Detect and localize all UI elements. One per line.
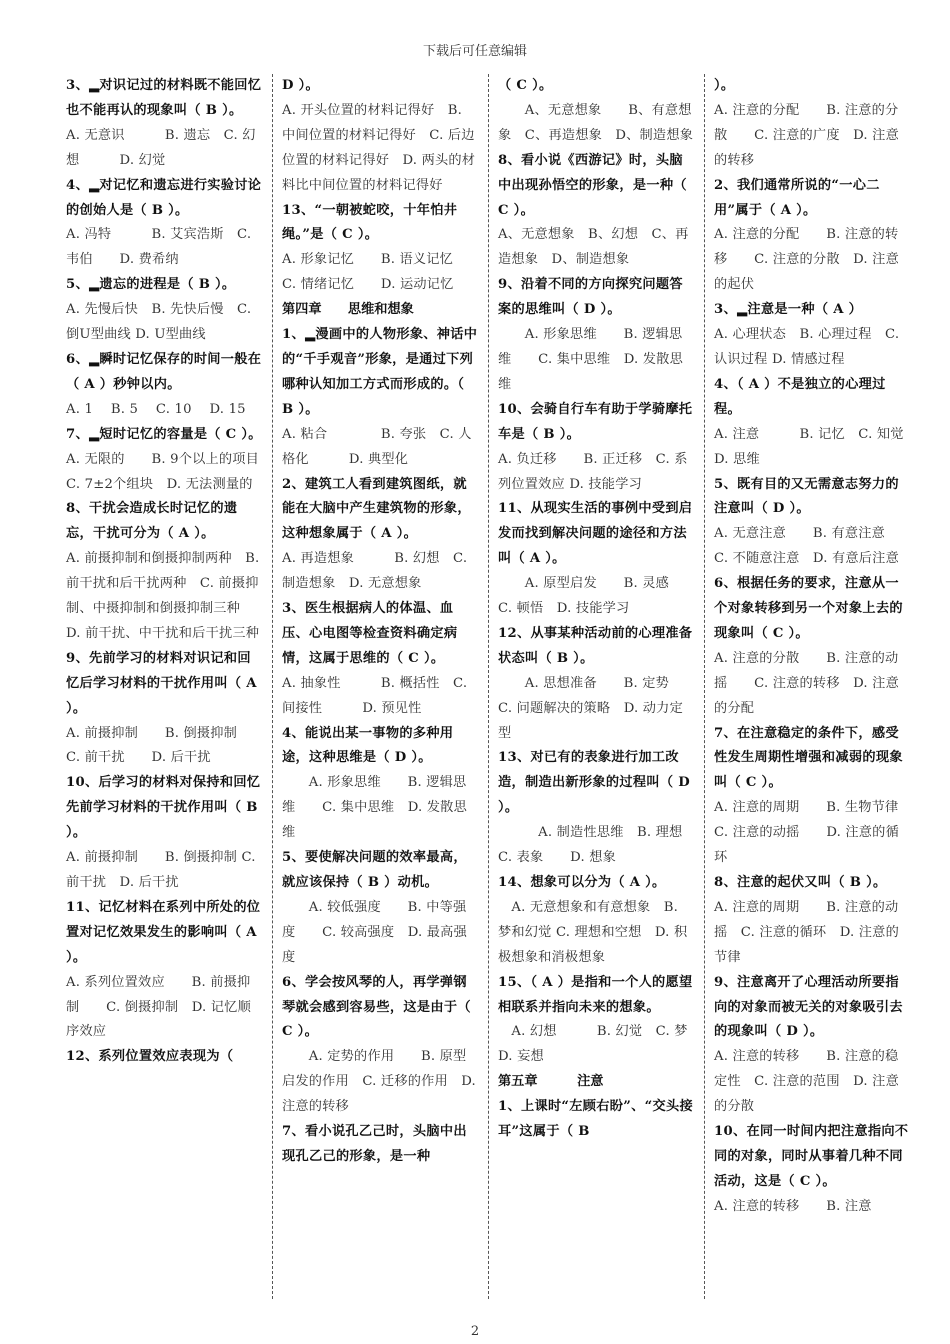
question-text: 1、上课时“左顾右盼”、“交头接耳”这属于（ B	[498, 1099, 693, 1140]
question-text: 5、要使解决问题的效率最高，就应该保持（ B ）动机。	[282, 850, 467, 890]
text-column-2	[282, 74, 478, 1299]
answer-options: A. 较低强度 B. 中等强度 C. 较高强度 D. 最高强度	[282, 899, 467, 965]
answer-options: A. 无意想象和有意想象 B. 梦和幻觉 C. 理想和空想 D. 积极想象和消极想象	[498, 899, 688, 965]
chapter-heading: 第四章 思维和想象	[282, 302, 414, 318]
answer-options: A. 抽象性 B. 概括性 C. 间接性 D. 预见性	[282, 675, 468, 716]
answer-options: A. 定势的作用 B. 原型启发的作用 C. 迁移的作用 D. 注意的转移	[282, 1049, 476, 1115]
answer-options: A. 形象思维 B. 逻辑思维 C. 集中思维 D. 发散思维	[282, 775, 467, 841]
question-text: 7、看小说孔乙己时，头脑中出现孔乙己的形象，是一种	[282, 1124, 467, 1164]
answer-options: A. 先慢后快 B. 先快后慢 C. 倒U型曲线 D. U型曲线	[66, 302, 252, 343]
column-divider	[488, 74, 489, 1299]
question-text: 10、后学习的材料对保持和回忆先前学习材料的干扰作用叫（ B ）。	[66, 775, 261, 841]
question-text: 9、沿着不同的方向探究问题答案的思维叫（ D ）。	[498, 277, 683, 318]
question-text: 3、▂注意是一种（ A ）	[714, 302, 863, 318]
page-header: 下载后可任意编辑	[422, 44, 527, 59]
answer-options: A. 原型启发 B. 灵感 C. 顿悟 D. 技能学习	[498, 576, 683, 617]
question-text: 6、根据任务的要求，注意从一个对象转移到另一个对象上去的现象叫（ C ）。	[714, 576, 903, 641]
question-text: 13、“一朝被蛇咬，十年怕井绳。”是（ C ）。	[282, 202, 458, 243]
answer-options: A. 注意的周期 B. 生物节律 C. 注意的动摇 D. 注意的循环	[714, 800, 912, 866]
question-text: 5、▂遗忘的进程是（ B ）。	[66, 277, 236, 293]
answer-options: A、无意想象 B、有意想象 C、再造想象 D、制造想象	[498, 102, 694, 143]
question-text: 7、在注意稳定的条件下，感受性发生周期性增强和减弱的现象叫（ C ）。	[714, 725, 903, 791]
chapter-heading: 第五章 注意	[498, 1074, 604, 1090]
question-text: 15、（ A ）是指和一个人的愿望相联系并指向未来的想象。	[498, 974, 693, 1015]
answer-options: A. 无限的 B. 9个以上的项目 C. 7±2个组块 D. 无法测量的	[66, 451, 286, 492]
answer-options: A. 粘合 B. 夸张 C. 人格化 D. 典型化	[282, 426, 472, 467]
answer-options: A. 注意的周期 B. 注意的动摇 C. 注意的循环 D. 注意的节律	[714, 899, 899, 965]
answer-options: A. 无意识 B. 遗忘 C. 幻想 D. 幻觉	[66, 127, 256, 168]
answer-options: A. 心理状态 B. 心理过程 C. 认识过程 D. 情感过程	[714, 327, 900, 367]
question-text: 8、看小说《西游记》时，头脑中出现孙悟空的形象，是一种（ C ）。	[498, 152, 687, 218]
question-text: 9、注意离开了心理活动所要指向的对象而被无关的对象吸引去的现象叫（ D ）。	[714, 974, 903, 1040]
question-text: D ）。	[282, 78, 320, 93]
question-text: 11、从现实生活的事例中受到启发而找到解决问题的途径和方法叫（ A ）。	[498, 501, 693, 567]
answer-options: A. 负迁移 B. 正迁移 C. 系列位置效应 D. 技能学习	[498, 451, 688, 492]
question-text: 6、▂瞬时记忆保存的时间一般在（ A ）秒钟以内。	[66, 351, 262, 392]
answer-options: A. 1 B. 5 C. 10 D. 15	[66, 401, 246, 417]
question-text: 6、学会按风琴的人，再学弹钢琴就会感到容易些，这是由于（ C ）。	[282, 974, 471, 1040]
answer-options: A. 注意的转移 B. 注意	[714, 1198, 872, 1214]
column-divider	[272, 74, 273, 1299]
question-text: 9、先前学习的材料对识记和回忆后学习材料的干扰作用叫（ A ）。	[66, 650, 257, 716]
question-text: 4、（ A ）不是独立的心理过程。	[714, 376, 886, 417]
text-column-1	[66, 74, 286, 1299]
question-text: 7、▂短时记忆的容量是（ C ）。	[66, 426, 262, 442]
answer-options: A. 系列位置效应 B. 前摄抑制 C. 倒摄抑制 D. 记忆顺序效应	[66, 974, 251, 1040]
question-text: ）。	[714, 78, 735, 93]
answer-options: A. 注意的分散 B. 注意的动摇 C. 注意的转移 D. 注意的分配	[714, 650, 899, 716]
answer-options: A. 前摄抑制 B. 倒摄抑制 C. 前干扰 D. 后干扰	[66, 725, 251, 766]
answer-options: A. 注意 B. 记忆 C. 知觉 D. 思维	[714, 426, 931, 467]
question-text: 2、建筑工人看到建筑图纸，就能在大脑中产生建筑物的形象，这种想象属于（ A ）。	[282, 476, 471, 542]
answer-options: A、无意想象 B、幻想 C、再造想象 D、制造想象	[498, 227, 689, 268]
question-text: 4、▂对记忆和遗忘进行实验讨论的创始人是（ B ）。	[66, 177, 262, 218]
question-text: 3、▂对识记过的材料既不能回忆也不能再认的现象叫（ B ）。	[66, 78, 262, 118]
question-text: （ C ）。	[498, 78, 553, 93]
answer-options: A. 注意的转移 B. 注意的稳定性 C. 注意的范围 D. 注意的分散	[714, 1049, 899, 1115]
question-text: 1、▂漫画中的人物形象、神话中的“千手观音”形象，是通过下列哪种认知加工方式而形成的。（ B ）。	[282, 327, 478, 417]
question-text: 2、我们通常所说的“一心二用”属于（ A ）。	[714, 177, 880, 218]
column-divider	[704, 74, 705, 1299]
question-text: 11、记忆材料在系列中所处的位置对记忆效果发生的影响叫（ A ）。	[66, 899, 261, 965]
question-text: 12、系列位置效应表现为（	[66, 1049, 234, 1065]
answer-options: A. 前摄抑制 B. 倒摄抑制 C. 前干扰 D. 后干扰	[66, 850, 256, 890]
answer-options: A. 前摄抑制和倒摄抑制两种 B. 前干扰和后干扰两种 C. 前摄抑制、中摄抑制和倒摄抑制三种 D. 前干扰、中干扰和后干扰三种	[66, 551, 267, 641]
answer-options: A. 思想准备 B. 定势 C. 问题解决的策略 D. 动力定型	[498, 675, 683, 741]
answer-options: A. 形象思维 B. 逻辑思维 C. 集中思维 D. 发散思维	[498, 327, 683, 392]
answer-options: A. 幻想 B. 幻觉 C. 梦 D. 妄想	[498, 1024, 715, 1065]
question-text: 5、既有目的又无需意志努力的注意叫（ D ）。	[714, 476, 899, 517]
answer-options: A. 冯特 B. 艾宾浩斯 C. 韦伯 D. 费希纳	[66, 227, 252, 268]
answer-options: A. 无意注意 B. 有意注意 C. 不随意注意 D. 有意后注意	[714, 526, 899, 567]
question-text: 4、能说出某一事物的多种用途，这种思维是（ D ）。	[282, 725, 454, 766]
answer-options: A. 开头位置的材料记得好 B. 中间位置的材料记得好 C. 后边位置的材料记得好 D. 两头的材料比中间位置的材料记得好	[282, 102, 476, 193]
answer-options: A. 注意的分配 B. 注意的分散 C. 注意的广度 D. 注意的转移	[714, 102, 899, 168]
question-text: 13、对已有的表象进行加工改造，制造出新形象的过程叫（ D ）。	[498, 750, 690, 816]
question-text: 3、医生根据病人的体温、血压、心电图等检查资料确定病情，这属于思维的（ C ）。	[282, 601, 458, 666]
question-text: 10、会骑自行车有助于学骑摩托车是（ B ）。	[498, 401, 693, 442]
answer-options: A. 注意的分配 B. 注意的转移 C. 注意的分散 D. 注意的起伏	[714, 227, 899, 293]
answer-options: A. 制造性思维 B. 理想 C. 表象 D. 想象	[498, 825, 696, 866]
question-text: 10、在同一时间内把注意指向不同的对象，同时从事着几种不同活动，这是（ C ）。	[714, 1124, 909, 1189]
question-text: 12、从事某种活动前的心理准备状态叫（ B ）。	[498, 625, 693, 666]
question-text: 8、干扰会造成长时记忆的遗忘，干扰可分为（ A ）。	[66, 501, 238, 542]
text-column-4	[714, 74, 931, 1299]
answer-options: A. 形象记忆 B. 语义记忆 C. 情绪记忆 D. 运动记忆	[282, 252, 467, 293]
answer-options: A. 再造想象 B. 幻想 C. 制造想象 D. 无意想象	[282, 551, 468, 592]
question-text: 14、想象可以分为（ A ）。	[498, 875, 666, 890]
question-text: 8、注意的起伏又叫（ B ）。	[714, 875, 887, 890]
page-number: 2	[470, 1324, 480, 1339]
text-column-3	[498, 74, 715, 1299]
